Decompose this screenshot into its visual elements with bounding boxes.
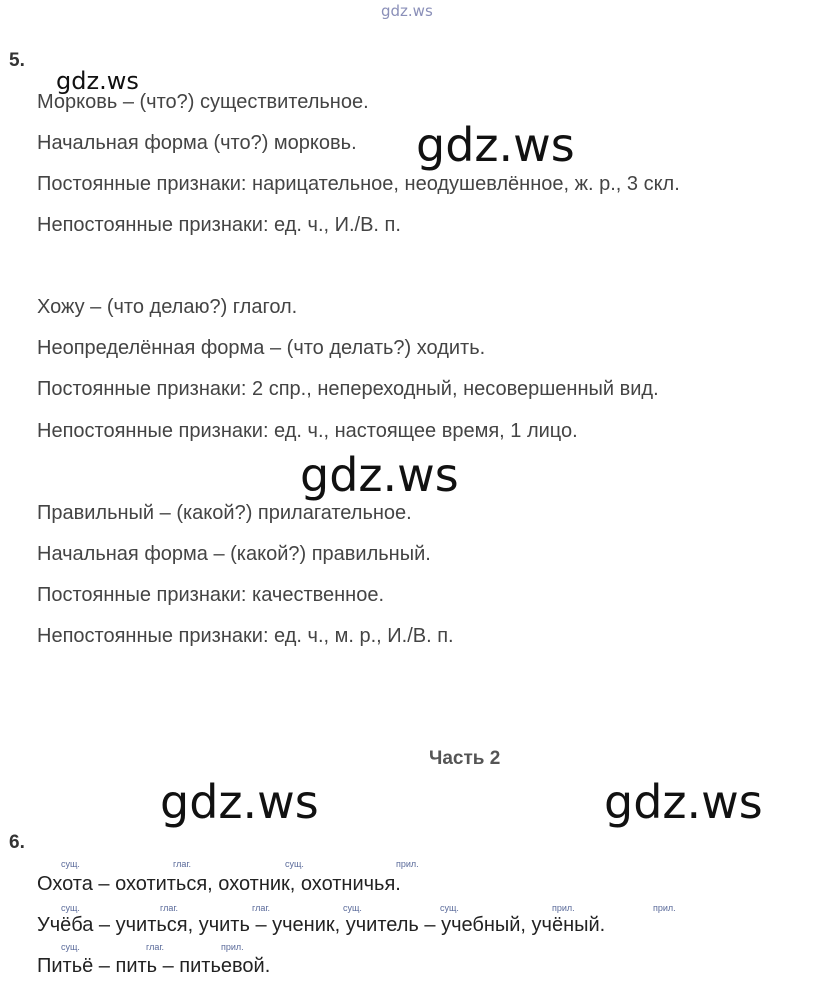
part-of-speech-label: сущ. <box>343 903 362 913</box>
answer-line: Непостоянные признаки: ед. ч., И./В. п. <box>37 214 401 236</box>
word-family-row: Охота – охотиться, охотник, охотничья. <box>37 873 401 895</box>
watermark-top: gdz.ws <box>381 2 433 20</box>
part-of-speech-label: глаг. <box>160 903 179 913</box>
part-of-speech-label: глаг. <box>146 942 165 952</box>
part-of-speech-label: глаг. <box>252 903 271 913</box>
part-heading: Часть 2 <box>429 748 501 769</box>
word-family-row: Учёба – учиться, учить – ученик, учитель – учебный, учёный. <box>37 914 606 936</box>
answer-line: Правильный – (какой?) прилагательное. <box>37 502 412 524</box>
part-of-speech-label: прил. <box>552 903 575 913</box>
watermark-large-4: gdz.ws <box>604 775 763 829</box>
part-of-speech-label: сущ. <box>61 942 80 952</box>
part-of-speech-label: глаг. <box>173 859 192 869</box>
answer-line: Морковь – (что?) существительное. <box>37 91 369 113</box>
answer-line: Начальная форма (что?) морковь. <box>37 132 357 154</box>
answer-line: Хожу – (что делаю?) глагол. <box>37 296 298 318</box>
answer-line: Постоянные признаки: качественное. <box>37 584 385 606</box>
part-of-speech-label: сущ. <box>440 903 459 913</box>
watermark-large-1: gdz.ws <box>416 118 575 172</box>
watermark-large-2: gdz.ws <box>300 448 459 502</box>
watermark-large-3: gdz.ws <box>160 775 319 829</box>
task-number-5: 5. <box>9 50 25 71</box>
answer-line: Постоянные признаки: нарицательное, неодушевлённое, ж. р., 3 скл. <box>37 173 680 195</box>
part-of-speech-label: сущ. <box>61 859 80 869</box>
task-number-6: 6. <box>9 832 25 853</box>
watermark-small: gdz.ws <box>56 67 139 95</box>
answer-line: Неопределённая форма – (что делать?) ходить. <box>37 337 486 359</box>
part-of-speech-label: прил. <box>221 942 244 952</box>
answer-line: Непостоянные признаки: ед. ч., настоящее время, 1 лицо. <box>37 420 578 442</box>
word-family-row: Питьё – пить – питьевой. <box>37 955 271 977</box>
part-of-speech-label: прил. <box>653 903 676 913</box>
answer-line: Начальная форма – (какой?) правильный. <box>37 543 431 565</box>
part-of-speech-label: сущ. <box>61 903 80 913</box>
part-of-speech-label: сущ. <box>285 859 304 869</box>
answer-line: Непостоянные признаки: ед. ч., м. р., И./В. п. <box>37 625 454 647</box>
answer-line: Постоянные признаки: 2 спр., непереходный, несовершенный вид. <box>37 378 659 400</box>
part-of-speech-label: прил. <box>396 859 419 869</box>
